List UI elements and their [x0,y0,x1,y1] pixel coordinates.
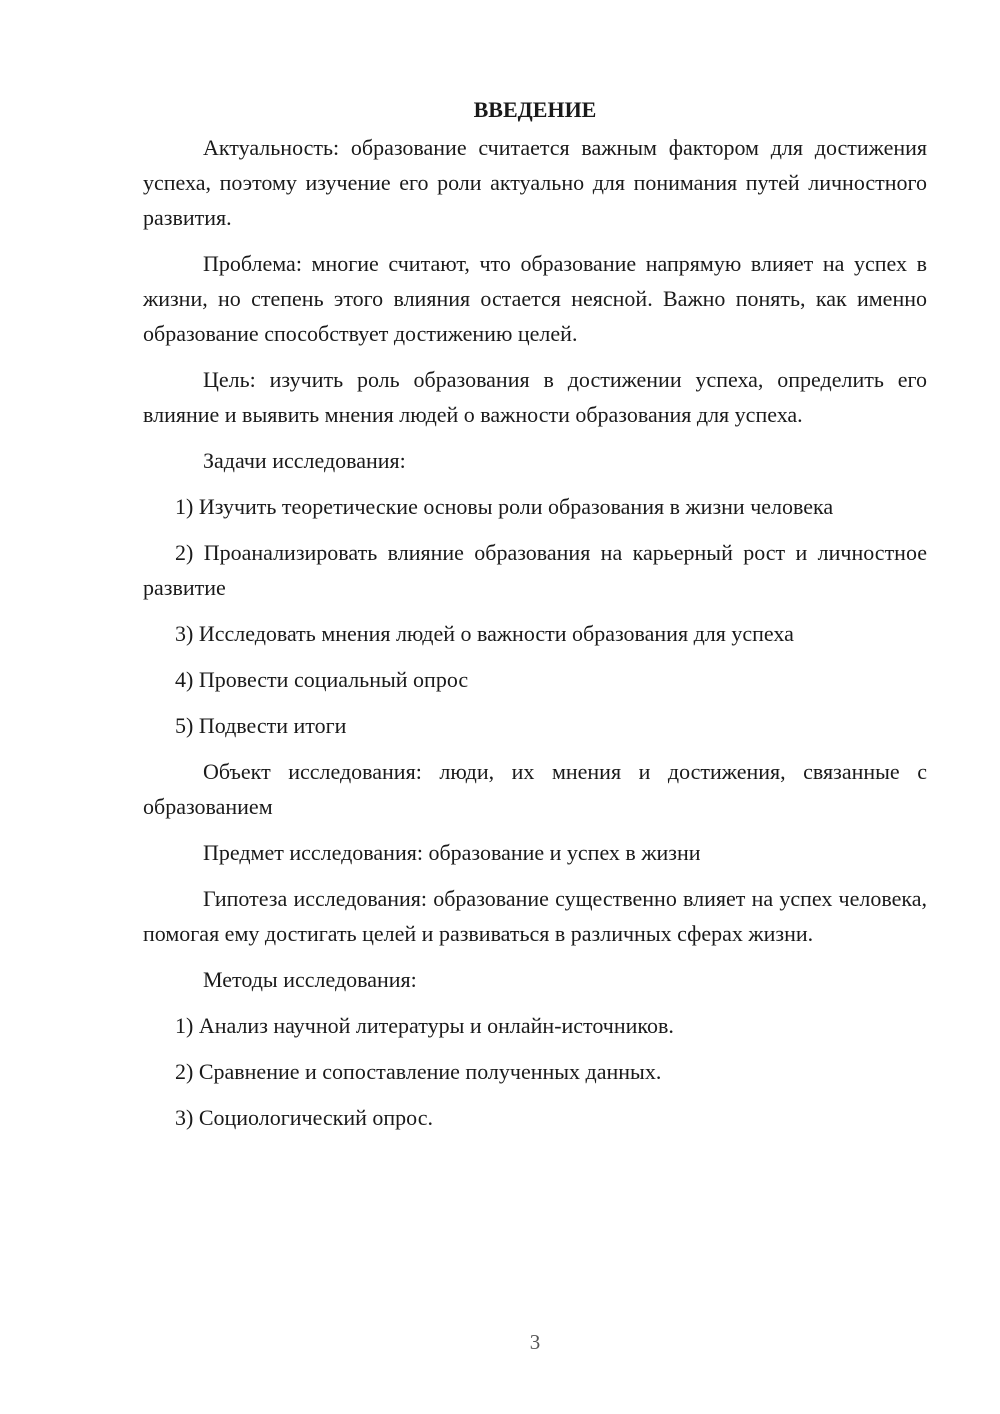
tasks-heading: Задачи исследования: [203,448,406,473]
method-item-1: 1) Анализ научной литературы и онлайн-источников. [175,1013,674,1038]
task-item-4: 4) Провести социальный опрос [175,667,469,692]
page-number: 3 [529,1330,541,1354]
paragraph-object: Объект исследования: люди, их мнения и достижения, связанные с образованием [143,759,927,819]
task-item-1: 1) Изучить теоретические основы роли образования в жизни человека [175,494,834,519]
paragraph-subject: Предмет исследования: образование и успех в жизни [203,840,701,865]
task-item-5: 5) Подвести итоги [175,713,347,738]
paragraph-relevance: Актуальность: образование считается важным фактором для достижения успеха, поэтому изучение его роли актуально для понимания путей личностного развития. [143,135,927,230]
method-item-3: 3) Социологический опрос. [175,1105,433,1130]
methods-heading: Методы исследования: [203,967,417,992]
task-item-3: 3) Исследовать мнения людей о важности образования для успеха [175,621,794,646]
paragraph-problem: Проблема: многие считают, что образование напрямую влияет на успех в жизни, но степень этого влияния остается неясной. Важно понять, как именно образование способствует достижению целей. [143,251,927,346]
paragraph-goal: Цель: изучить роль образования в достижении успеха, определить его влияние и выявить мнения людей о важности образования для успеха. [143,367,927,427]
document-page [143,92,927,1146]
task-item-2: 2) Проанализировать влияние образования на карьерный рост и личностное развитие [143,540,927,600]
method-item-2: 2) Сравнение и сопоставление полученных данных. [175,1059,662,1084]
paragraph-hypothesis: Гипотеза исследования: образование существенно влияет на успех человека, помогая ему достигать целей и развиваться в различных сферах жизни. [143,886,927,946]
section-title: ВВЕДЕНИЕ [473,97,597,122]
